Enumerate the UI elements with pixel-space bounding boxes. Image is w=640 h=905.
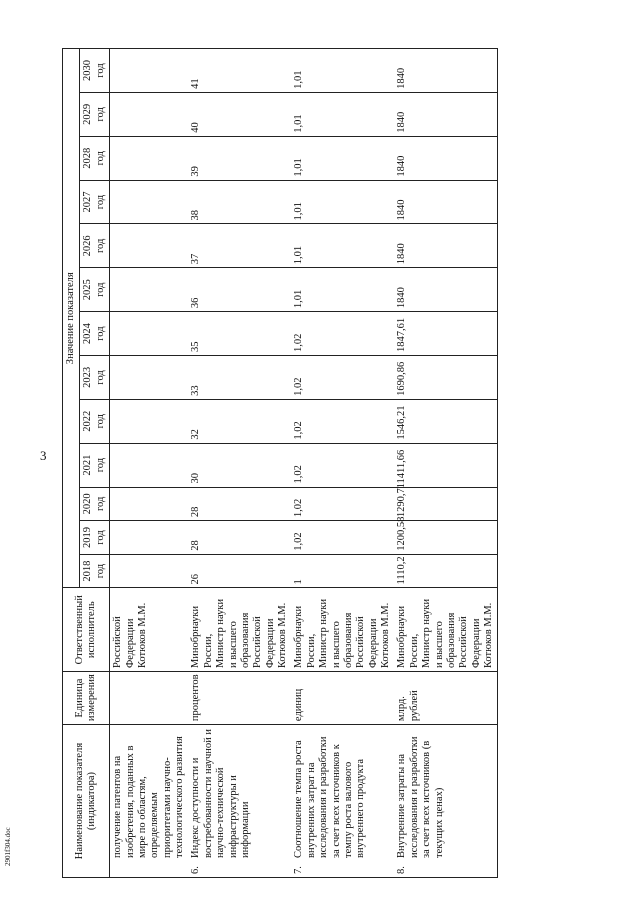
value-cell	[110, 312, 189, 356]
value-cell: 37	[188, 224, 291, 268]
value-cell: 33	[188, 355, 291, 399]
value-cell: 35	[188, 312, 291, 356]
value-cell: 40	[188, 92, 291, 136]
header-year: 2018 год	[80, 554, 110, 588]
value-cell: 1411,66	[394, 443, 498, 487]
value-cell: 1847,61	[394, 312, 498, 356]
table-row	[188, 49, 291, 878]
indicator-number: 7.	[293, 866, 305, 874]
value-cell: 1,02	[291, 312, 394, 356]
value-cell: 1,01	[291, 268, 394, 312]
value-cell: 1,02	[291, 399, 394, 443]
value-cell: 1546,21	[394, 399, 498, 443]
value-cell: 41	[188, 49, 291, 93]
indicator-name: Соотношение темпа роста внутренних затрат на исследования и разработки за счет всех источников к темпу роста валового внутреннего продукта	[293, 736, 367, 858]
indicator-cell	[291, 725, 394, 878]
header-values: Значение показателя	[63, 49, 80, 588]
header-year: 2019 год	[80, 521, 110, 555]
table-row	[110, 49, 189, 878]
value-cell: 39	[188, 136, 291, 180]
value-cell	[110, 49, 189, 93]
value-cell: 1,01	[291, 224, 394, 268]
value-cell: 32	[188, 399, 291, 443]
unit-cell	[110, 672, 189, 725]
responsible-cell: Минобрнауки России, Министр науки и высшего образования Российской Федерации Котюков М.М.	[188, 588, 291, 672]
responsible-cell: Российской Федерации Котюков М.М.	[110, 588, 189, 672]
value-cell	[110, 180, 189, 224]
header-year: 2023 год	[80, 355, 110, 399]
value-cell: 1110,2	[394, 554, 498, 588]
value-cell: 1840	[394, 224, 498, 268]
value-cell: 1200,58	[394, 521, 498, 555]
value-cell: 1,01	[291, 92, 394, 136]
table-row	[394, 49, 498, 878]
unit-cell: единиц	[291, 672, 394, 725]
indicator-name: Индекс доступности и востребованности научной и научно-технической инфраструктуры и информации	[190, 728, 251, 858]
value-cell: 1840	[394, 180, 498, 224]
header-year: 2026 год	[80, 224, 110, 268]
page-number: 3	[40, 448, 47, 463]
indicator-number	[112, 858, 186, 874]
value-cell: 1,02	[291, 521, 394, 555]
indicator-name: получение патентов на изобретения, поданных в мире по областям, определяемым приоритетами научно-технологического развития	[112, 736, 185, 858]
rotated-table-area	[62, 48, 592, 878]
header-year: 2030 год	[80, 49, 110, 93]
unit-cell: процентов	[188, 672, 291, 725]
indicator-number: 6.	[190, 866, 202, 874]
value-cell	[110, 224, 189, 268]
value-cell: 28	[188, 521, 291, 555]
value-cell	[110, 399, 189, 443]
value-cell: 1,02	[291, 487, 394, 521]
value-cell	[110, 136, 189, 180]
value-cell: 36	[188, 268, 291, 312]
header-year: 2028 год	[80, 136, 110, 180]
indicator-cell	[188, 725, 291, 878]
value-cell: 30	[188, 443, 291, 487]
value-cell	[110, 487, 189, 521]
value-cell: 1840	[394, 268, 498, 312]
header-year: 2022 год	[80, 399, 110, 443]
header-year: 2020 год	[80, 487, 110, 521]
document-code: 2901f304.doc	[4, 827, 12, 866]
table-body	[110, 49, 498, 878]
indicator-cell	[394, 725, 498, 878]
value-cell: 1840	[394, 49, 498, 93]
responsible-cell: Минобрнауки России, Министр науки и высшего образования Российской Федерации Котюков М.М.	[394, 588, 498, 672]
value-cell	[110, 92, 189, 136]
value-cell: 1690,86	[394, 355, 498, 399]
value-cell: 1,02	[291, 443, 394, 487]
value-cell: 1,01	[291, 180, 394, 224]
value-cell: 1840	[394, 92, 498, 136]
header-responsible: Ответственный исполнитель	[63, 588, 110, 672]
value-cell: 26	[188, 554, 291, 588]
value-cell: 1840	[394, 136, 498, 180]
indicator-number: 8.	[396, 866, 408, 874]
value-cell: 1,01	[291, 136, 394, 180]
unit-cell: млрд. рублей	[394, 672, 498, 725]
header-name: Наименование показателя (индикатора)	[63, 725, 110, 878]
table-row	[291, 49, 394, 878]
header-year: 2029 год	[80, 92, 110, 136]
indicator-name: Внутренние затраты на исследования и разработки за счет всех источников (в текущих ценах)	[396, 736, 445, 858]
value-cell	[110, 521, 189, 555]
header-unit: Единица измерения	[63, 672, 110, 725]
value-cell: 38	[188, 180, 291, 224]
responsible-cell: Минобрнауки России, Министр науки и высшего образования Российской Федерации Котюков М.М.	[291, 588, 394, 672]
value-cell: 1,02	[291, 355, 394, 399]
value-cell: 1,01	[291, 49, 394, 93]
table-header	[63, 49, 110, 878]
header-year: 2024 год	[80, 312, 110, 356]
header-year: 2025 год	[80, 268, 110, 312]
value-cell	[110, 355, 189, 399]
value-cell	[110, 443, 189, 487]
value-cell: 1290,71	[394, 487, 498, 521]
value-cell	[110, 554, 189, 588]
header-year: 2021 год	[80, 443, 110, 487]
indicator-cell	[110, 725, 189, 878]
header-year: 2027 год	[80, 180, 110, 224]
value-cell: 28	[188, 487, 291, 521]
value-cell	[110, 268, 189, 312]
indicator-table	[62, 48, 498, 878]
value-cell: 1	[291, 554, 394, 588]
